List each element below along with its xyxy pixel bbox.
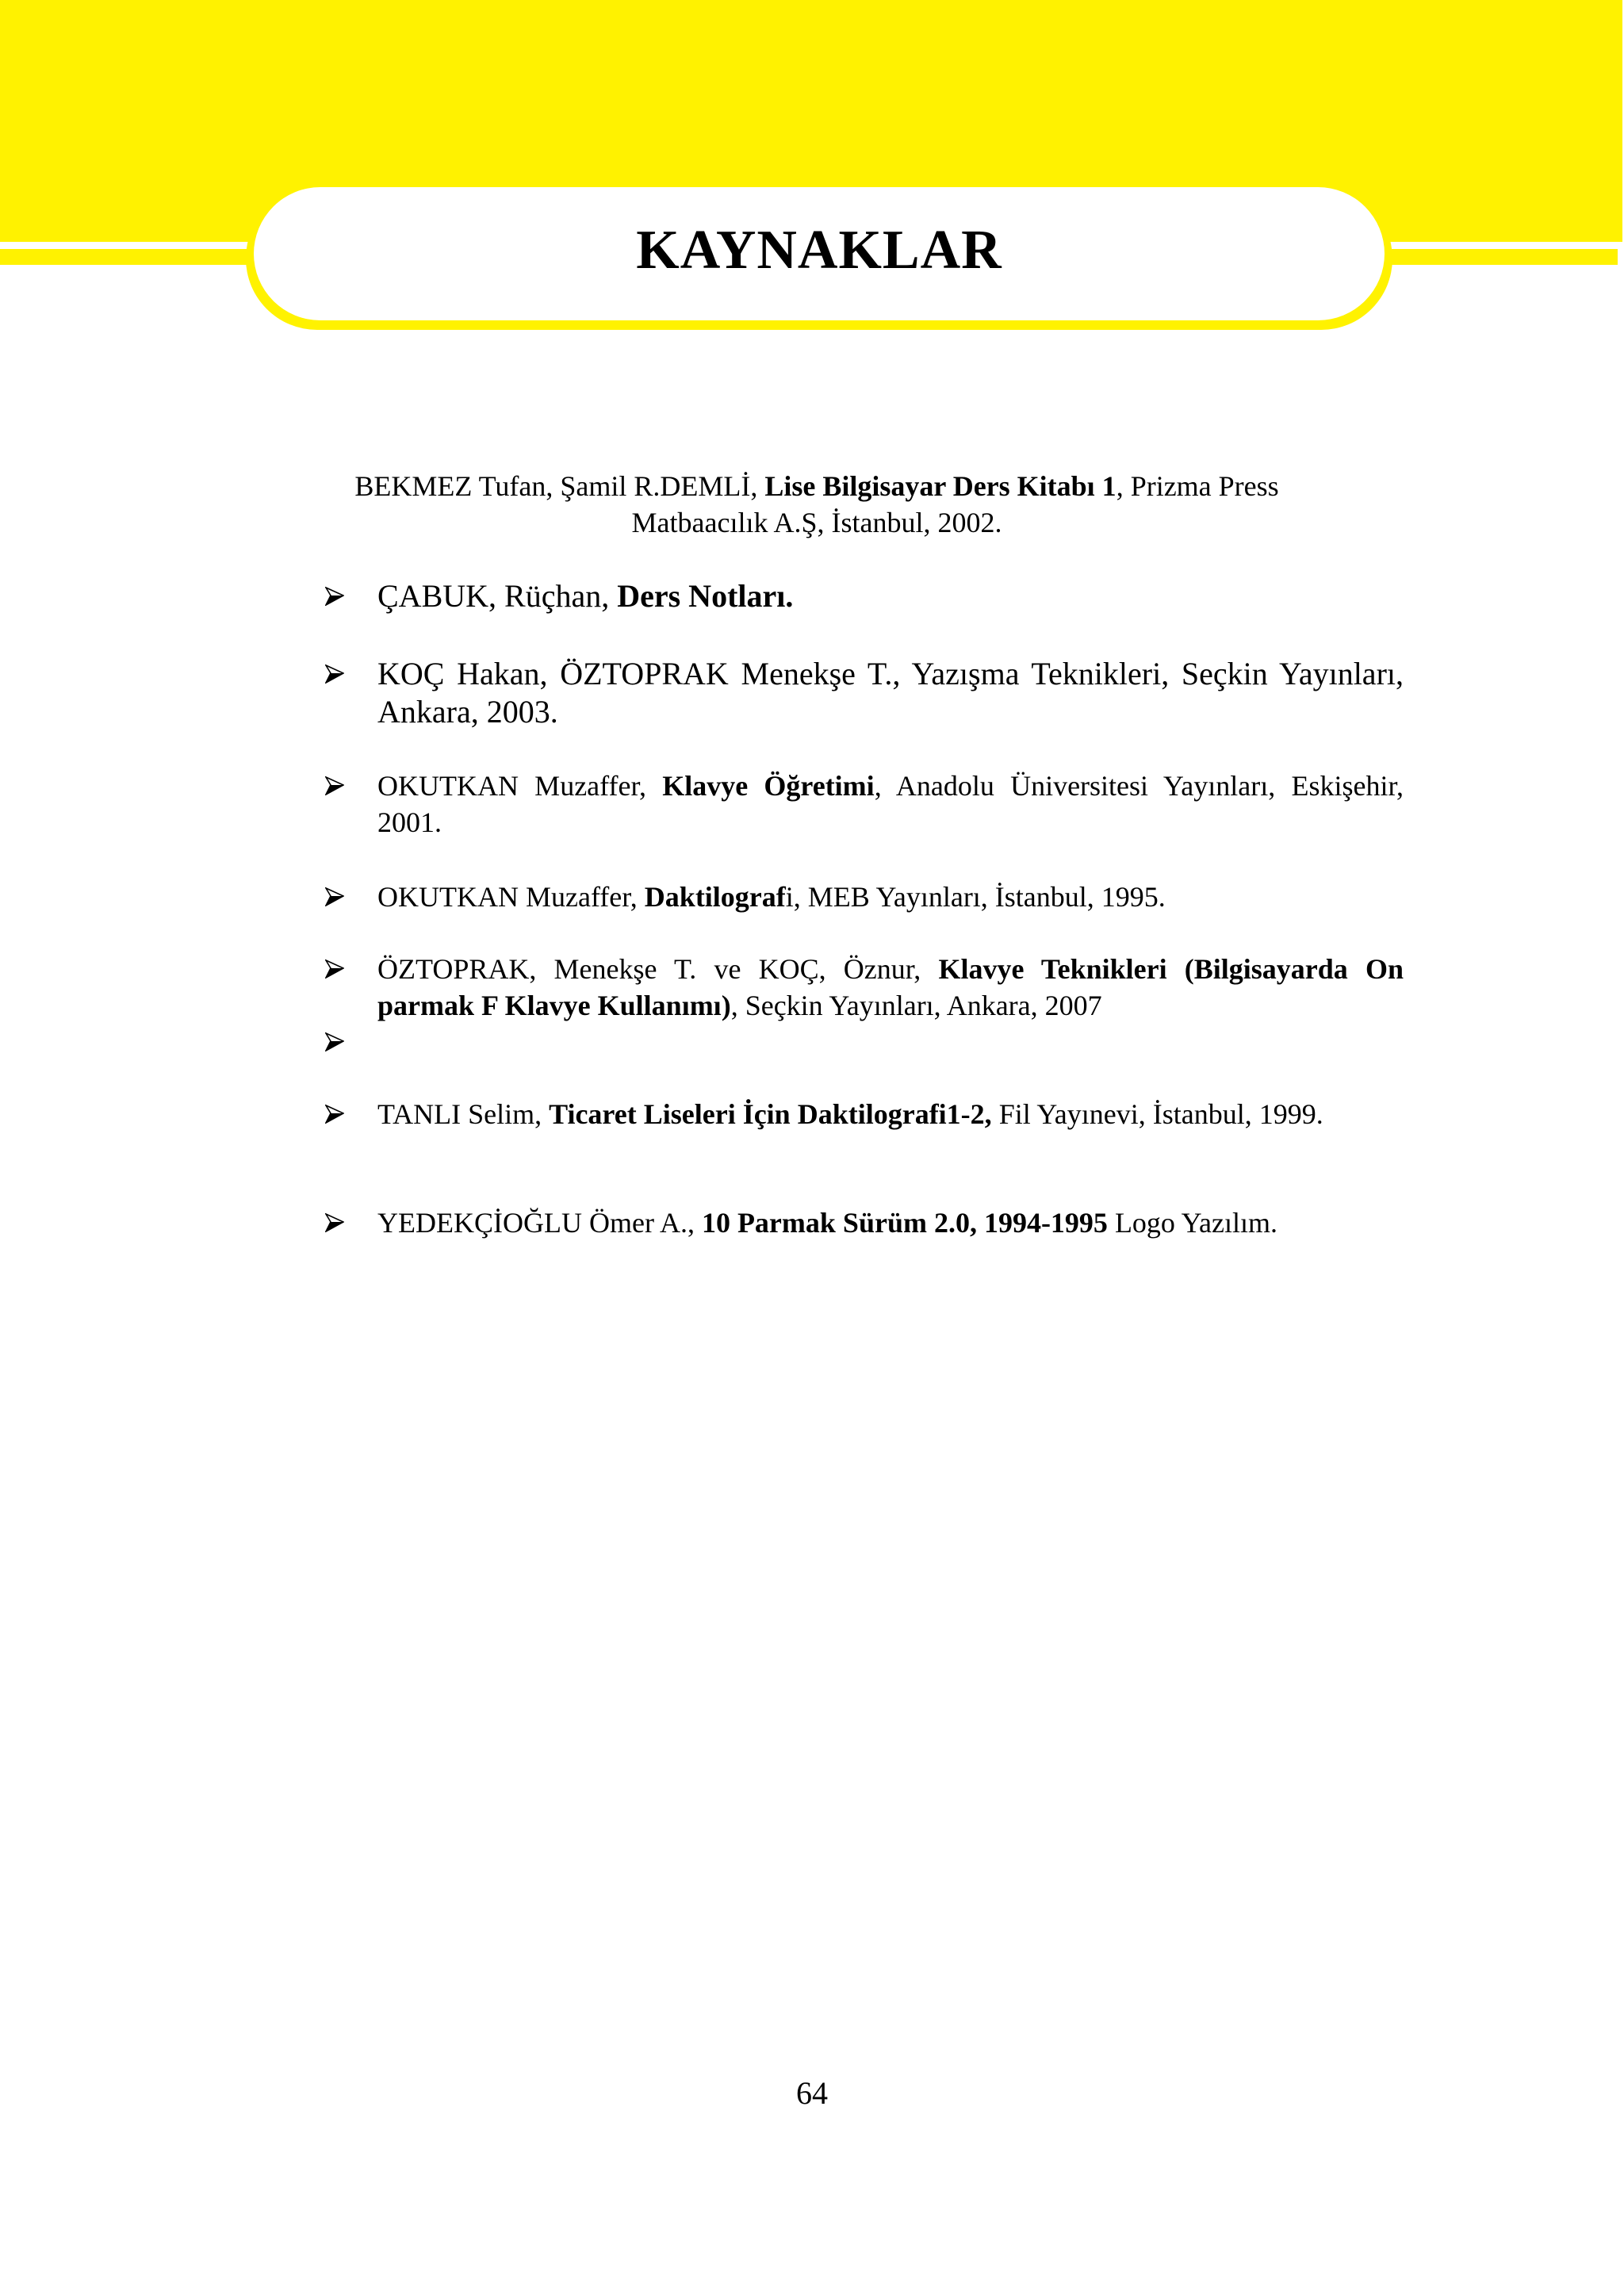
reference-entry-okutkan-daktilografi (325, 879, 1404, 915)
reference-entry-empty (325, 1024, 1404, 1060)
page-title: KAYNAKLAR (636, 220, 1002, 281)
reference-text: ÖZTOPRAK, Menekşe T. ve KOÇ, Öznur, (377, 953, 939, 985)
reference-text: Fil Yayınevi, İstanbul, 1999. (991, 1098, 1323, 1130)
reference-title: Lise Bilgisayar Ders Kitabı 1 (764, 470, 1116, 502)
reference-text: , Seçkin Yayınları, Ankara, 2007 (730, 990, 1102, 1021)
arrowhead-bullet-icon (325, 655, 377, 693)
reference-entry-cabuk (325, 577, 1404, 615)
reference-text: Matbaacılık A.Ş, İstanbul, 2002. (631, 507, 1002, 538)
reference-text: OKUTKAN Muzaffer, (377, 881, 645, 913)
reference-text: BEKMEZ Tufan, Şamil R.DEMLİ, (354, 470, 765, 502)
reference-title: Ticaret Liseleri İçin Daktilografi1-2, (549, 1098, 992, 1130)
reference-text: ÇABUK, Rüçhan, (377, 578, 618, 614)
reference-text: OKUTKAN Muzaffer, (377, 770, 663, 802)
reference-text: , Anadolu Üniversitesi Yayınları, Eskişehir, 2001. (377, 770, 1404, 838)
reference-title: Klavye Teknikleri (Bilgisayarda On parmak F Klavye Kullanımı) (377, 953, 1404, 1021)
arrowhead-bullet-icon (325, 1205, 377, 1241)
arrowhead-bullet-icon (325, 1096, 377, 1132)
title-banner (254, 187, 1385, 320)
reference-title: Daktilograf (644, 881, 786, 913)
reference-text: , Prizma Press (1116, 470, 1279, 502)
page-number: 64 (796, 2075, 828, 2111)
arrowhead-bullet-icon (325, 1024, 377, 1060)
arrowhead-bullet-icon (325, 951, 377, 987)
arrowhead-bullet-icon (325, 577, 377, 615)
arrowhead-bullet-icon (325, 768, 377, 804)
reference-text: KOÇ Hakan, ÖZTOPRAK Menekşe T., Yazışma Teknikleri, Seçkin Yayınları, Ankara, 2003. (377, 656, 1404, 730)
reference-entry-oztoprak (325, 951, 1404, 1024)
reference-entry-tanli (325, 1096, 1404, 1132)
reference-entry-bekmez (293, 468, 1340, 541)
reference-entry-koc (325, 655, 1404, 731)
reference-title: Klavye Öğretimi (662, 770, 875, 802)
reference-entry-yedekcioglu (325, 1205, 1404, 1241)
reference-entry-okutkan-klavye (325, 768, 1404, 841)
reference-title: Ders Notları. (617, 578, 794, 614)
reference-text: TANLI Selim, (377, 1098, 550, 1130)
reference-text: i, MEB Yayınları, İstanbul, 1995. (785, 881, 1166, 913)
reference-title: 10 Parmak Sürüm 2.0, 1994-1995 (701, 1207, 1108, 1239)
reference-text: YEDEKÇİOĞLU Ömer A., (377, 1207, 702, 1239)
reference-text: Logo Yazılım. (1107, 1207, 1277, 1239)
arrowhead-bullet-icon (325, 879, 377, 915)
